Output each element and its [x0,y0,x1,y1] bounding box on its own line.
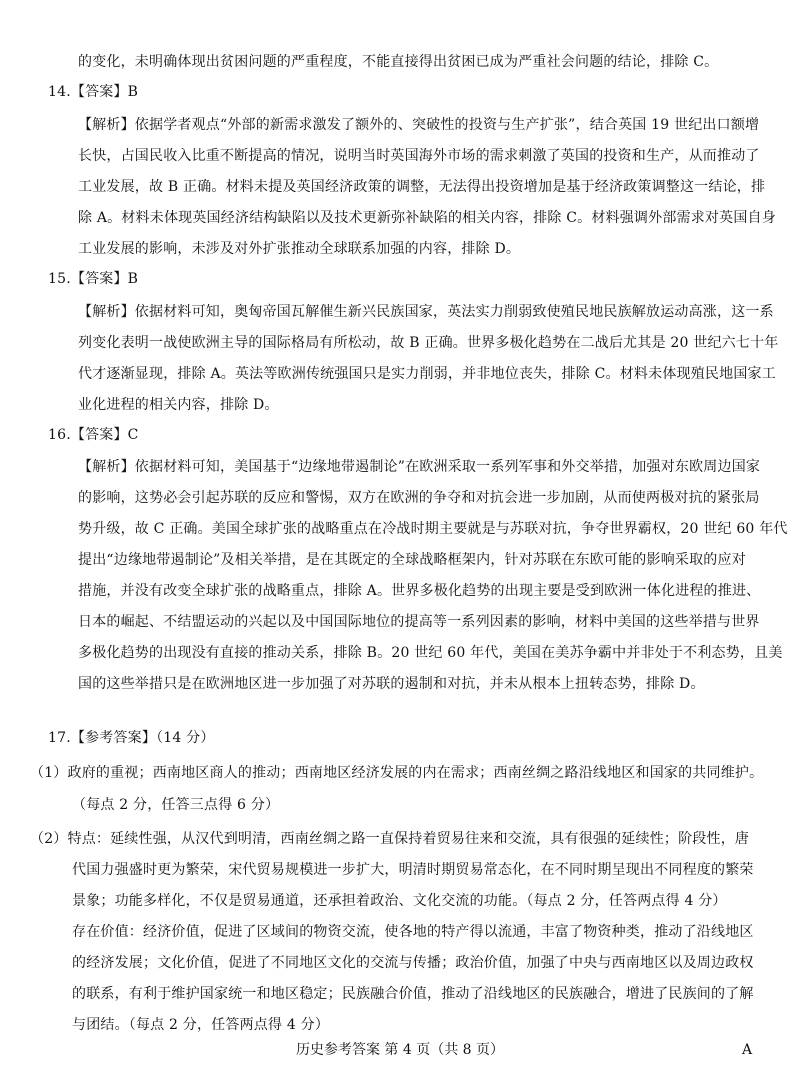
text-line: 长快，占国民收入比重不断提高的情况，说明当时英国海外市场的需求刺激了英国的投资和生产，从而推动了 [78,148,760,164]
text-line: 多极化趋势的出现没有直接的推动关系，排除 B。20 世纪 60 年代，美国在美苏争霸中并非处于不利态势，且美 [78,645,783,661]
text-line: 列变化表明一战使欧洲主导的国际格局有所松动，故 B 正确。世界多极化趋势在二战后尤其是 20 世纪六七十年 [78,335,779,351]
question-15-answer: 15.【答案】B [48,271,139,287]
text-line: 存在价值：经济价值，促进了区域间的物资交流，使各地的特产得以流通，丰富了物资种类，推动了沿线地区 [72,924,754,940]
text-line: 的变化，未明确体现出贫困问题的严重程度，不能直接得出贫困已成为严重社会问题的结论，排除 C。 [78,54,719,70]
text-line: （2）特点：延续性强，从汉代到明清，西南丝绸之路一直保持着贸易往来和交流，具有很强的延续性；阶段性，唐 [30,831,750,847]
text-line: 工业发展的影响，未涉及对外扩张推动全球联系加强的内容，排除 D。 [78,241,521,257]
text-line: 【解析】依据材料可知，美国基于“边缘地带遏制论”在欧洲采取一系列军事和外交举措，加强对东欧周边国家 [78,459,761,475]
text-line: 工业发展，故 B 正确。材料未提及英国经济政策的调整，无法得出投资增加是基于经济政策调整这一结论，排 [78,179,766,195]
text-line: 【解析】依据材料可知，奥匈帝国瓦解催生新兴民族国家，英法实力削弱致使殖民地民族解放运动高涨，这一系 [78,304,774,320]
text-line: 势升级，故 C 正确。美国全球扩张的战略重点在冷战时期主要就是与苏联对抗，争夺世界霸权，20 世纪 60 年代 [78,521,788,537]
text-line: 除 A。材料未体现英国经济结构缺陷以及技术更新弥补缺陷的相关内容，排除 C。材料强调外部需求对英国自身 [78,210,776,226]
question-14-answer: 14.【答案】B [48,84,139,100]
text-line: （1）政府的重视；西南地区商人的推动；西南地区经济发展的内在需求；西南丝绸之路沿线地区和国家的共同维护。 [30,765,764,781]
text-line: 提出“边缘地带遏制论”及相关举措，是在其既定的全球战略框架内，针对苏联在东欧可能的影响采取的应对 [78,552,746,568]
question-17-answer: 17.【参考答案】（14 分） [48,730,215,746]
text-line: 景象；功能多样化，不仅是贸易通道，还承担着政治、文化交流的功能。（每点 2 分，任答两点得 4 分） [72,893,727,909]
text-line: 措施，并没有改变全球扩张的战略重点，排除 A。世界多极化趋势的出现主要是受到欧洲一体化进程的推进、 [78,583,761,599]
text-line: 业化进程的相关内容，排除 D。 [78,397,279,413]
text-line: 代国力强盛时更为繁荣，宋代贸易规模进一步扩大，明清时期贸易常态化，在不同时期呈现出不同程度的繁荣 [72,862,754,878]
scoring-note: （每点 2 分，任答三点得 6 分） [72,797,280,813]
page-footer: 历史参考答案 第 4 页（共 8 页） [295,1042,505,1058]
text-line: 的经济发展；文化价值，促进了不同地区文化的交流与传播；政治价值，加强了中央与西南地区以及周边政权 [72,955,754,971]
text-line: 日本的崛起、不结盟运动的兴起以及中国国际地位的提高等一系列因素的影响，材料中美国的这些举措与世界 [78,614,760,630]
text-line: 的影响，这势必会引起苏联的反应和警惕，双方在欧洲的争夺和对抗会进一步加剧，从而使两极对抗的紧张局 [78,490,760,506]
question-16-answer: 16.【答案】C [48,427,139,443]
text-line: 与团结。（每点 2 分，任答两点得 4 分） [72,1017,330,1033]
text-line: 的联系，有利于维护国家统一和地区稳定；民族融合价值，推动了沿线地区的民族融合，增进了民族间的了解 [72,986,754,1002]
paper-version: A [742,1042,753,1058]
text-line: 【解析】依据学者观点“外部的新需求激发了额外的、突破性的投资与生产扩张”，结合英国 19 世纪出口额增 [78,117,760,133]
text-line: 代才逐渐显现，排除 A。英法等欧洲传统强国只是实力削弱，并非地位丧失，排除 C。材料未体现殖民地国家工 [78,366,776,382]
text-line: 国的这些举措只是在欧洲地区进一步加强了对苏联的遏制和对抗，并未从根本上扭转态势，排除 D。 [78,676,705,692]
